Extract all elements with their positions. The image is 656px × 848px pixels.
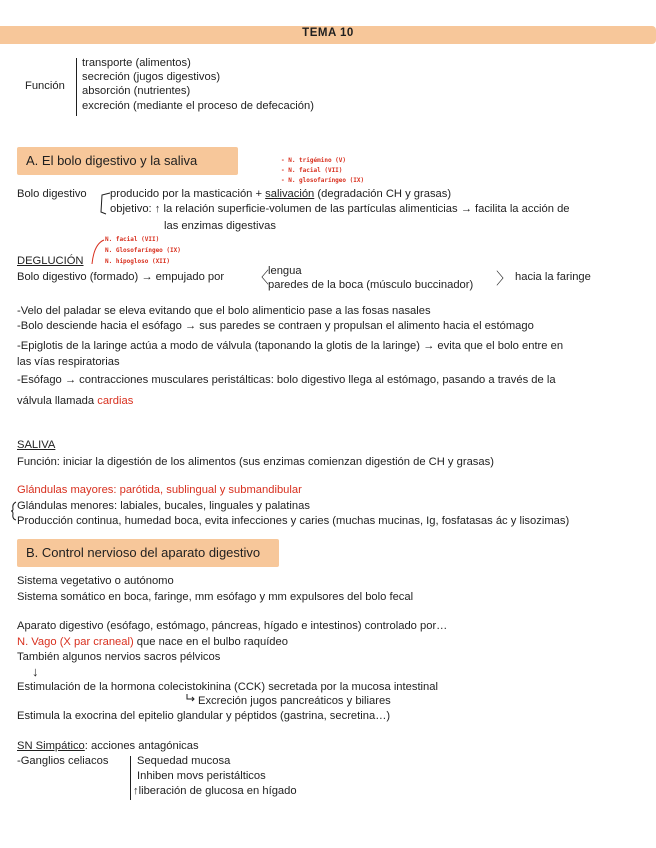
ganglios-brace xyxy=(130,756,131,800)
cardias-pre: válvula llamada xyxy=(17,395,98,407)
control-line: También algunos nervios sacros pélvicos xyxy=(17,651,221,663)
deglucion-point: -Velo del paladar se eleva evitando que el bolo alimenticio pase a las fosas nasales xyxy=(17,305,431,317)
bolo-line-text: producido por la masticación + xyxy=(110,188,266,200)
bolo-line-text: (degradación CH y grasas) xyxy=(314,188,452,200)
funcion-item: transporte (alimentos) xyxy=(82,57,191,69)
glandulas-mayores: Glándulas mayores: parótida, sublingual y submandibular xyxy=(17,484,302,496)
deglucion-point: -Bolo desciende hacia el esófago → sus paredes se contraen y propulsan el alimento hacia el estómago xyxy=(17,320,534,332)
funcion-item: absorción (nutrientes) xyxy=(82,85,191,97)
control-line: Estimulación de la hormona colecistokinina (CCK) secretada por la mucosa intestinal xyxy=(17,681,438,693)
glandulas-menores: Glándulas menores: labiales, bucales, linguales y palatinas xyxy=(17,500,310,512)
section-b-title: B. Control nervioso del aparato digestivo xyxy=(26,545,261,560)
funcion-item: excreción (mediante el proceso de defecación) xyxy=(82,100,314,112)
page-title: TEMA 10 xyxy=(302,27,354,39)
red-bracket-icon xyxy=(88,238,108,268)
handwritten-note: N. hipogloso (XII) xyxy=(105,258,171,265)
cardias-text: cardias xyxy=(97,395,134,407)
option-lengua: lengua xyxy=(268,265,302,277)
handwritten-note: - N. trigémino (V) xyxy=(281,157,347,164)
control-line: Aparato digestivo (esófago, estómago, páncreas, hígado e intestinos) controlado por… xyxy=(17,620,448,632)
angle-right-icon: 〉 xyxy=(496,271,513,288)
handwritten-note: - N. facial (VII) xyxy=(281,167,343,174)
control-line: Excreción jugos pancreáticos y biliares xyxy=(198,695,391,707)
saliva-produccion: Producción continua, humedad boca, evita infecciones y caries (muchas mucinas, Ig, fosfatasas ác y lisozimas) xyxy=(17,515,570,527)
down-arrow-icon: ↓ xyxy=(32,664,39,679)
funcion-label: Función xyxy=(25,80,65,92)
hook-arrow-icon xyxy=(185,693,197,703)
deglucion-lead: Bolo digestivo (formado) → empujado por xyxy=(17,271,225,283)
ganglios-item: Sequedad mucosa xyxy=(137,755,231,767)
bolo-objetivo: objetivo: ↑ la relación superficie-volumen de las partículas alimenticias → facilita la acción de xyxy=(110,203,570,215)
angle-left-icon: 〈 xyxy=(253,270,270,287)
control-line: Sistema vegetativo o autónomo xyxy=(17,575,174,587)
handwritten-note: N. Glosofaríngeo (IX) xyxy=(105,247,181,254)
vago-post: que nace en el bulbo raquídeo xyxy=(133,636,288,648)
deglucion-point: -Epiglotis de la laringe actúa a modo de válvula (taponando la glotis de la laringe) → evita que el bolo entre en xyxy=(17,340,564,352)
handwritten-note: - N. glosofaríngeo (IX) xyxy=(281,177,365,184)
option-paredes: paredes de la boca (músculo buccinador) xyxy=(268,279,474,291)
deglucion-point-cont: las vías respiratorias xyxy=(17,356,120,368)
ganglios-item: ↑liberación de glucosa en hígado xyxy=(133,785,297,797)
deglucion-tail: hacia la faringe xyxy=(515,271,591,283)
deglucion-point: -Esófago → contracciones musculares peristálticas: bolo digestivo llega al estómago, pasando a través de la xyxy=(17,374,556,386)
simpatico-line xyxy=(17,740,199,752)
section-a-title: A. El bolo digestivo y la saliva xyxy=(26,153,198,168)
simpatico-heading: SN Simpático xyxy=(17,740,85,752)
ganglios-label: -Ganglios celiacos xyxy=(17,755,109,767)
simpatico-post: : acciones antagónicas xyxy=(84,740,199,752)
salivacion-link: salivación xyxy=(265,188,315,200)
saliva-funcion: Función: iniciar la digestión de los alimentos (sus enzimas comienzan digestión de CH y grasas) xyxy=(17,456,494,468)
deglucion-heading: DEGLUCIÓN xyxy=(17,255,84,267)
control-line: Sistema somático en boca, faringe, mm esófago y mm expulsores del bolo fecal xyxy=(17,591,414,603)
vago-line xyxy=(17,636,288,648)
funcion-item: secreción (jugos digestivos) xyxy=(82,71,221,83)
handwritten-note: N. facial (VII) xyxy=(105,236,160,243)
ganglios-item: Inhiben movs peristálticos xyxy=(137,770,266,782)
bolo-line xyxy=(110,188,451,200)
saliva-heading: SALIVA xyxy=(17,439,56,451)
bolo-objetivo-cont: las enzimas digestivas xyxy=(164,220,276,232)
bolo-label: Bolo digestivo xyxy=(17,188,87,200)
control-line: Estimula la exocrina del epitelio glandular y péptidos (gastrina, secretina…) xyxy=(17,710,391,722)
deglucion-point-cont xyxy=(17,395,133,407)
funcion-brace xyxy=(76,58,77,116)
vago-text: N. Vago (X par craneal) xyxy=(17,636,134,648)
